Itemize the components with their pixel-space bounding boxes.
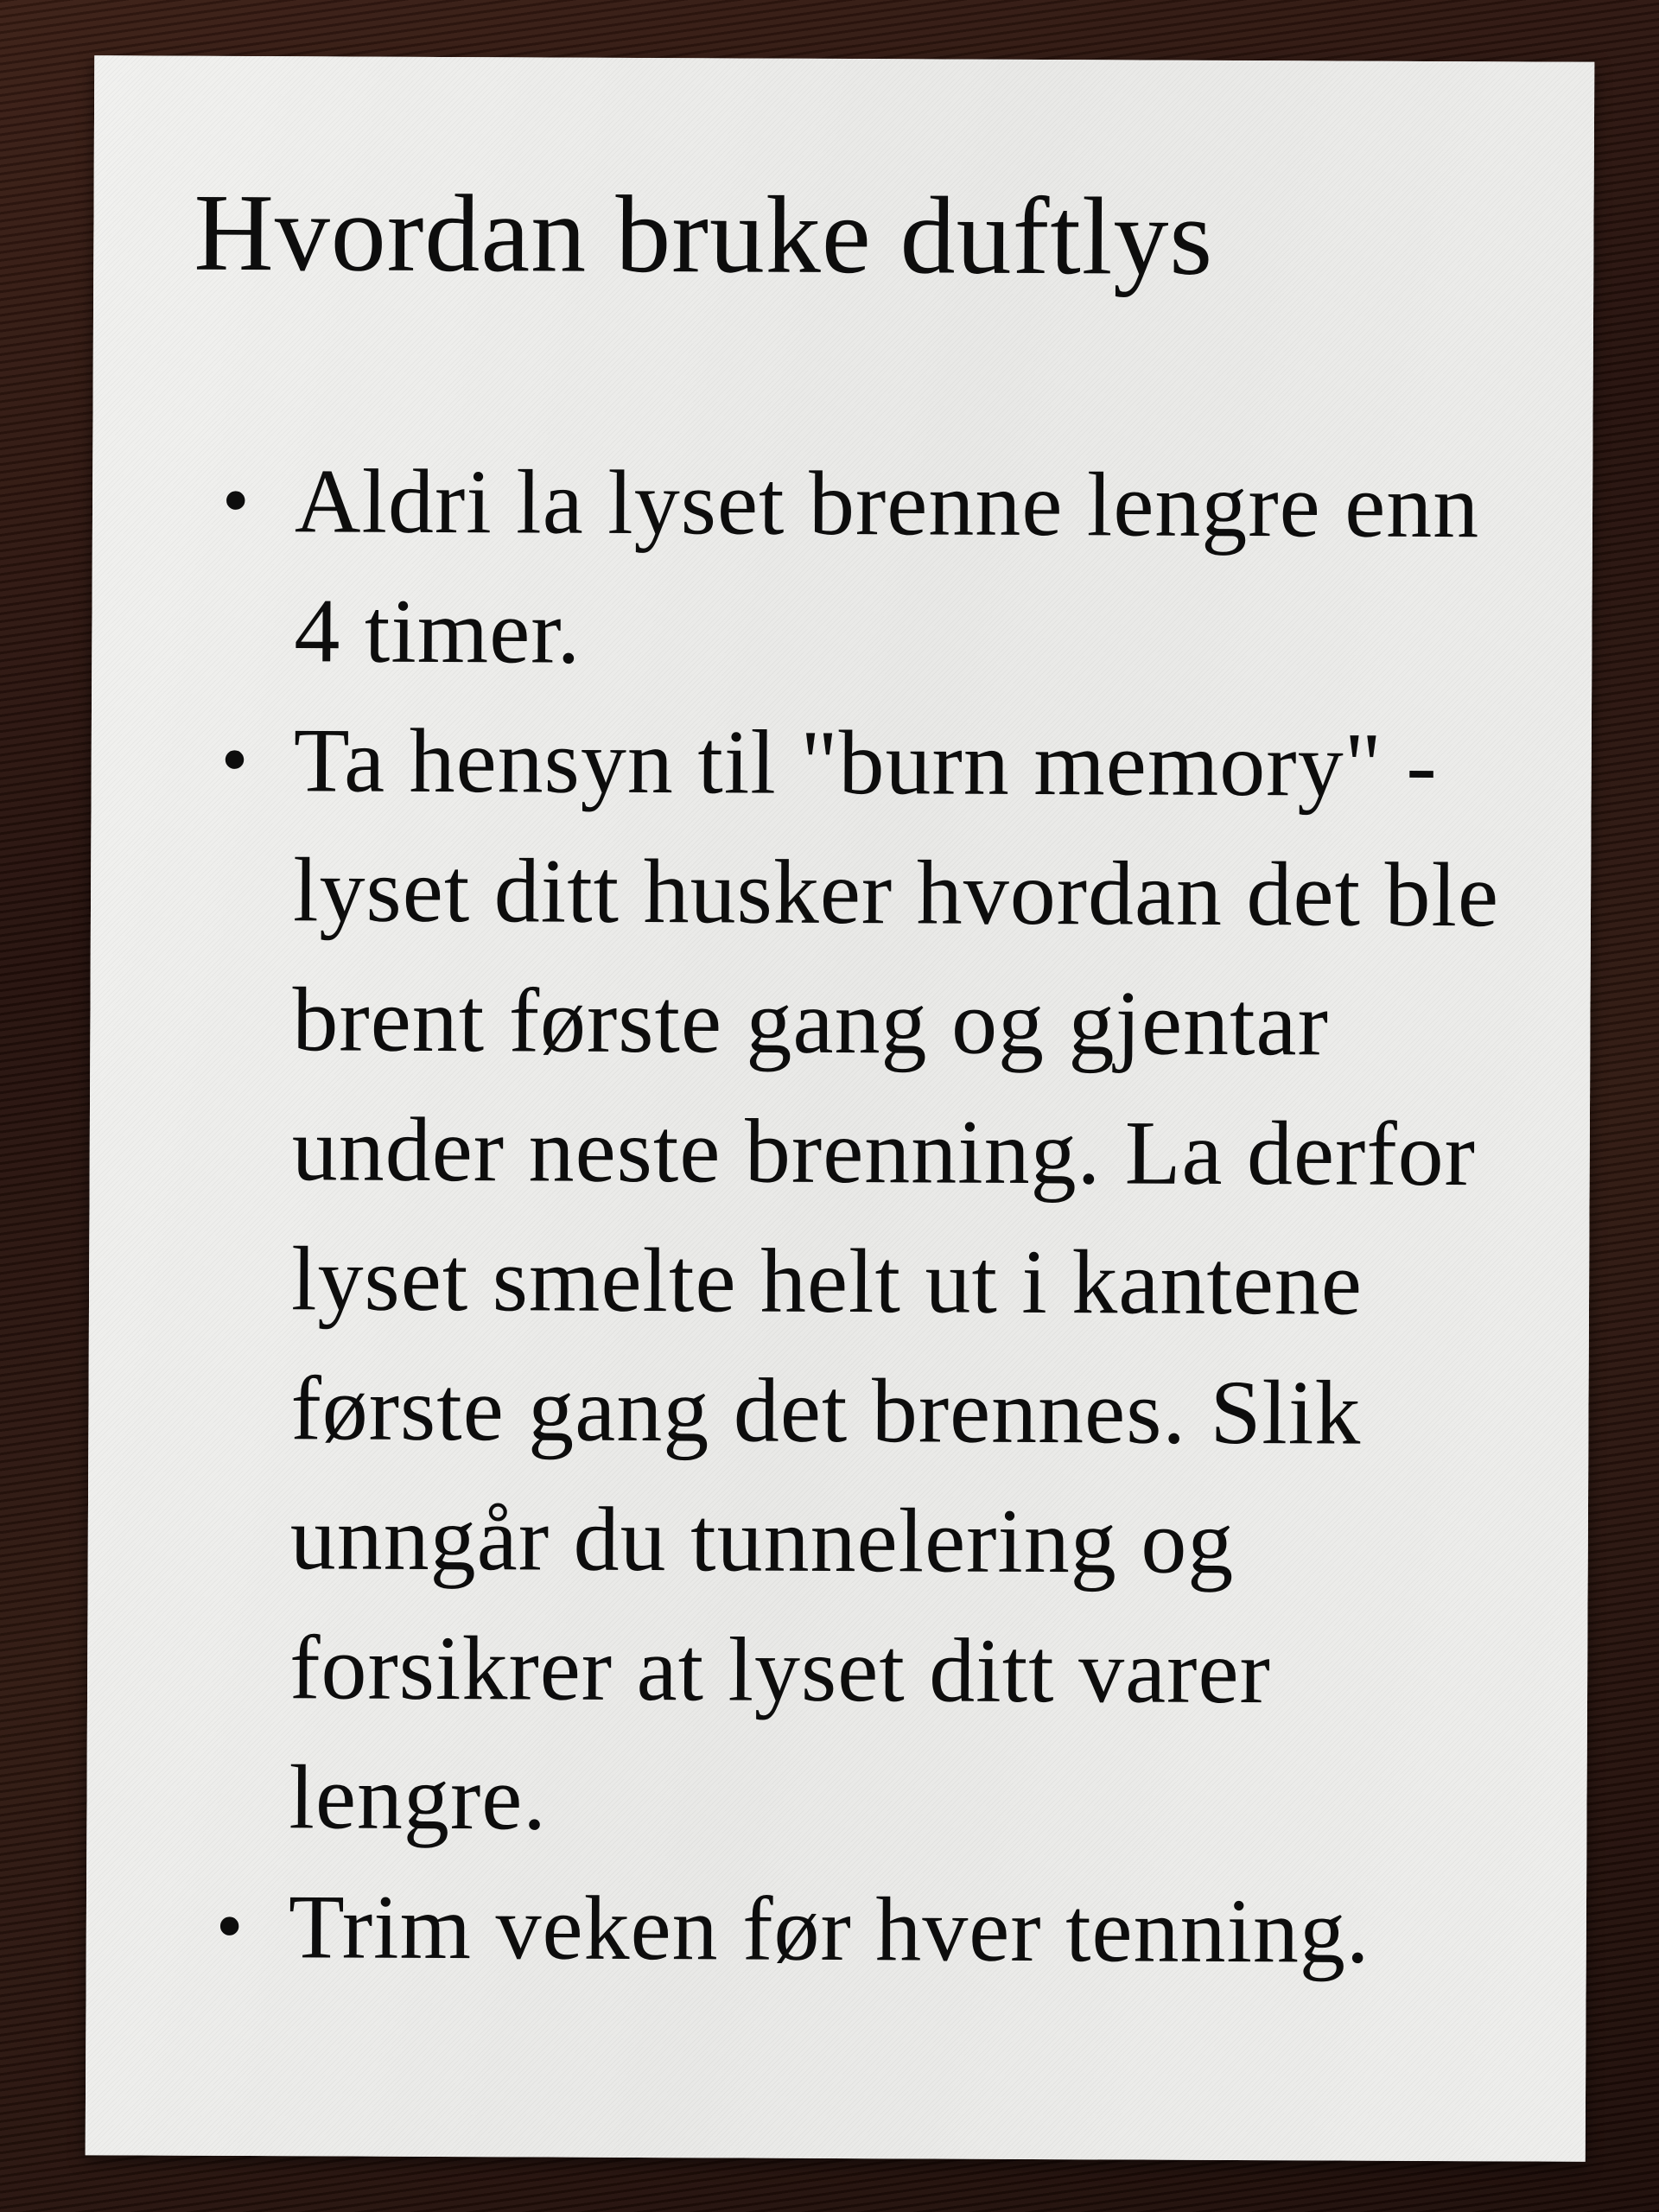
bullet-icon: • bbox=[215, 1883, 245, 1969]
list-item-text: Trim veken før hver tenning. bbox=[288, 1876, 1370, 1982]
instruction-card bbox=[86, 55, 1595, 2162]
card-title: Hvordan bruke duftlys bbox=[194, 170, 1214, 298]
list-item bbox=[194, 1862, 1542, 1998]
bullet-icon: • bbox=[221, 457, 251, 544]
list-item bbox=[194, 696, 1547, 1868]
list-item-text: Aldri la lyset brenne lengre enn 4 timer. bbox=[294, 450, 1480, 683]
instruction-list bbox=[194, 436, 1548, 1998]
bullet-icon: • bbox=[220, 716, 250, 804]
list-item-text: Ta hensyn til "burn memory" - lyset ditt husker hvordan det ble brent første gang og gjentar under neste brenning. La derfor lyset smelte helt ut i kantene første gang det brennes. Slik unngår du tunnelering og forsikrer at lyset ditt varer lengre. bbox=[289, 709, 1500, 1849]
list-item bbox=[199, 436, 1548, 702]
